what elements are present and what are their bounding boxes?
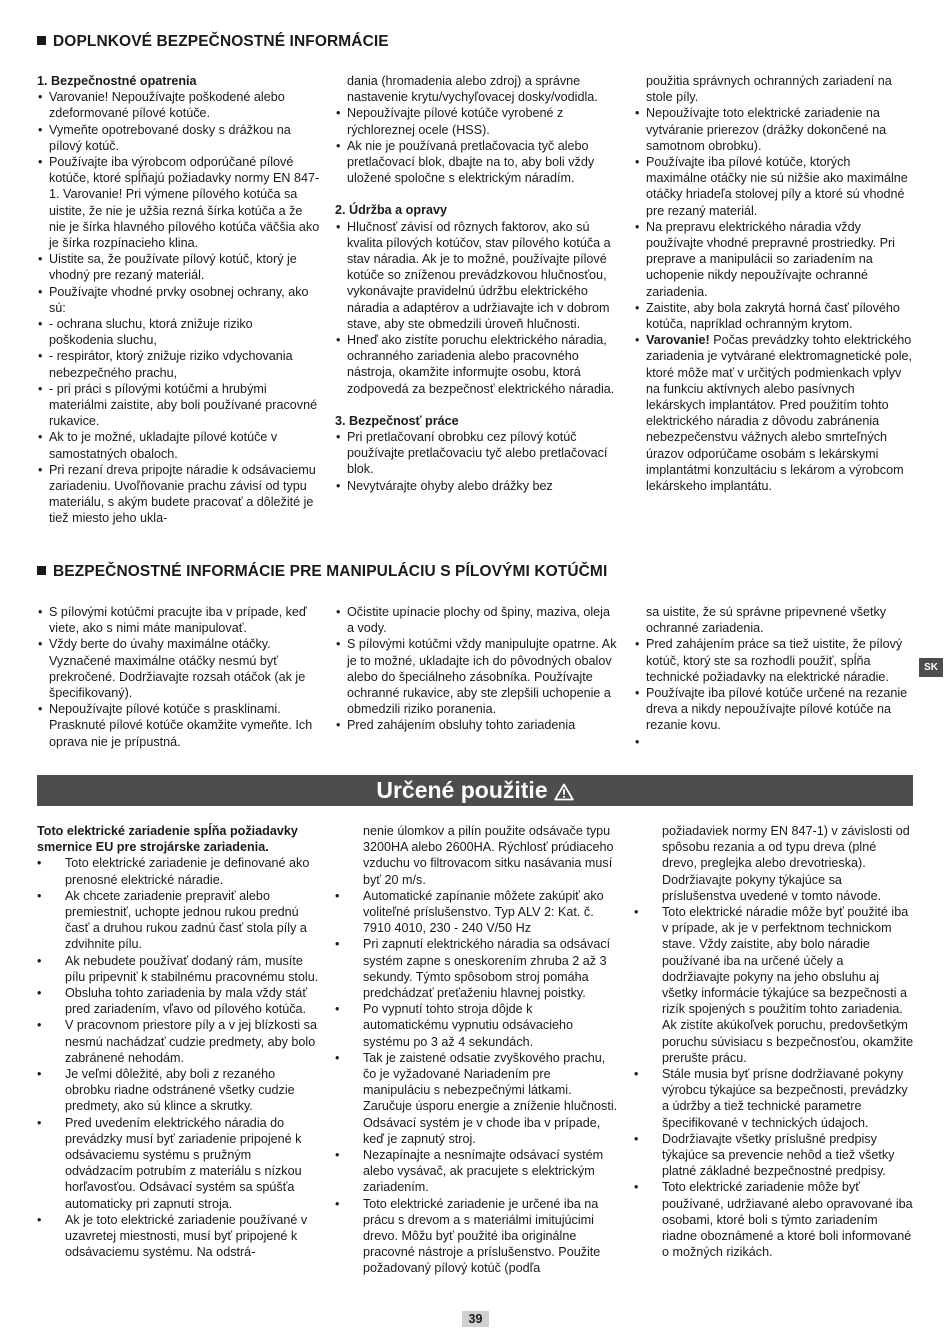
list-item: • Nezapínajte a nesnímajte odsávací systém alebo vysávač, ak pracujete s elektrickým zariadením. (335, 1147, 618, 1196)
list-item: • Nepoužívajte pílové kotúče vyrobené z rýchloreznej ocele (HSS). (335, 105, 618, 137)
list-item: • Toto elektrické náradie môže byť použité iba v prípade, ak je v perfektnom technickom stave. Vždy zaistite, aby bolo náradie používané iba na určené účely a dodržiavajte pokyny na jeho obsluhu aj všetky informácie týkajúce sa bezpečnosti a rizík spojených s použitím tohto zariadenia. Ak zistíte akúkoľvek poruchu, predovšetkým poruchu súvisiacu s bezpečnosťou, okamžite prerušte prácu. (634, 904, 914, 1066)
s3-column-1 (37, 823, 320, 1260)
list-item: • Pri pretlačovaní obrobku cez pílový kotúč používajte pretlačovaciu tyč alebo pretlačovací blok. (335, 429, 618, 478)
continued-text: sa uistite, že sú správne pripevnené všetky ochranné zariadenia. (646, 605, 887, 636)
continued-text: nenie úlomkov a pilín použite odsávače typu 3200HA alebo 2600HA. Rýchlosť prúdiaceho vzduchu vo filtrovacom sitku nasávania musí byť 20 m/s. (363, 824, 614, 887)
list-item: • Používajte iba výrobcom odporúčané pílové kotúče, ktoré spĺňajú požiadavky normy EN 847-1. Varovanie! Pri výmene pílového kotúča sa uistite, že nie je užšia rezná šírka kotúča a že nie je šírka hlavného pílového kotúča väčšia ako je šírka rozpínacieho klina. (37, 154, 320, 251)
s1-column-3 (634, 73, 914, 494)
list-item: • S pílovými kotúčmi vždy manipulujte opatrne. Ak je to možné, ukladajte ich do pôvodných obalov alebo do špeciálneho zásobníka. Používajte ochranné rukavice, aby ste zlepšili uchopenie a obmedzili riziko poranenia. (335, 636, 618, 717)
list-item: • Očistite upínacie plochy od špiny, maziva, oleja a vody. (335, 604, 618, 636)
continued-text: použitia správnych ochranných zariadení na stole píly. (646, 74, 892, 105)
list-item: • Ak to je možné, ukladajte pílové kotúče v samostatných obaloch. (37, 429, 320, 461)
s1-column-2 (335, 73, 618, 494)
list-item: • Pri zapnutí elektrického náradia sa odsávací systém zapne s oneskorením zhruba 2 až 3 sekundy. Týmto spôsobom stroj pomáha predchádzať preťaženiu hlavnej poistky. (335, 936, 618, 1001)
list-item: • Vždy berte do úvahy maximálne otáčky. Vyznačené maximálne otáčky nesmú byť prekročené. Dodržiavajte rozsah otáčok (ak je špecifikovaný). (37, 636, 320, 701)
list-item: • Nevytvárajte ohyby alebo drážky bez (335, 478, 618, 494)
section-title-additional-safety: DOPLNKOVÉ BEZPEČNOSTNÉ INFORMÁCIE (37, 33, 389, 51)
list-item: • Nepoužívajte pílové kotúče s prasklinami. Prasknuté pílové kotúče okamžite vymeňte. Ich oprava nie je prípustná. (37, 701, 320, 750)
list-item: • Ak nie je používaná pretlačovacia tyč alebo pretlačovací blok, dbajte na to, aby boli vždy uložené spoločne s elektrickým náradím. (335, 138, 618, 187)
list-item: • Toto elektrické zariadenie môže byť používané, udržiavané alebo opravované iba osobami, ktoré boli s týmto zariadením riadne oboznámené a ktoré boli informované o možných rizikách. (634, 1179, 914, 1260)
banner-title: Určené použitie (376, 777, 548, 803)
list-item: • Pred uvedením elektrického náradia do prevádzky musí byť zariadenie pripojené k odsávaciemu systému s pružným odvádzacím potrubím z materiálu s nízkou horľavosťou. Odsávací systém sa spúšťa automaticky pri zapnutí stroja. (37, 1115, 320, 1212)
list-item: • - ochrana sluchu, ktorá znižuje riziko poškodenia sluchu, (37, 316, 320, 348)
list-item: • Ak je toto elektrické zariadenie používané v uzavretej miestnosti, musí byť pripojené k odsávaciemu systému. Na odstrá- (37, 1212, 320, 1261)
language-tab: SK (919, 658, 943, 677)
list-item: • Pred zahájením práce sa tiež uistite, že pílový kotúč, ktorý ste sa rozhodli použiť, spĺňa technické požiadavky na elektrické náradie. (634, 636, 914, 685)
list-item: • Obsluha tohto zariadenia by mala vždy stáť pred zariadením, vľavo od pílového kotúča. (37, 985, 320, 1017)
square-bullet-icon (37, 36, 46, 45)
list-item: • Varovanie! Nepoužívajte poškodené alebo zdeformované pílové kotúče. (37, 89, 320, 121)
warning-text: Počas prevádzky tohto elektrického zariadenia je vytvárané elektromagnetické pole, ktoré môže mať v určitých podmienkach vplyv na funkciu aktívnych alebo pasívnych lekárskych implantátov. Pred použitím tohto elektrického náradia z dôvodu zabránenia nebezpečenstvu vážnych alebo smrteľných úrazov odporúčame osobám s lekárskymi implantátmi konzultáciu s lekárom a výrobcom lekárskeho implantátu. (646, 333, 913, 494)
list-item: • V pracovnom priestore píly a v jej blízkosti sa nesmú nachádzať cudzie predmety, aby bolo zabránené nehodám. (37, 1017, 320, 1066)
intended-use-banner (37, 775, 913, 806)
list-item: • Vymeňte opotrebované dosky s drážkou na pílový kotúč. (37, 122, 320, 154)
list-item: • Uistite sa, že používate pílový kotúč, ktorý je vhodný pre rezaný materiál. (37, 251, 320, 283)
list-item: • Nepoužívajte toto elektrické zariadenie na vytváranie prierezov (drážky dokončené na samotnom obrobku). (634, 105, 914, 154)
warning-list-item (634, 332, 914, 494)
continued-text: požiadaviek normy EN 847-1) v závislosti od spôsobu rezania a od typu dreva (plné drevo, preglejka alebo drevotrieska). Dodržiavajte pokyny týkajúce sa príslušenstva uvedené v tomto návode. (662, 824, 910, 903)
s1-column-1 (37, 73, 320, 527)
section-title-blade-handling: BEZPEČNOSTNÉ INFORMÁCIE PRE MANIPULÁCIU S PÍLOVÝMI KOTÚČMI (37, 563, 607, 581)
list-item: • Pri rezaní dreva pripojte náradie k odsávaciemu zariadeniu. Uvoľňovanie prachu závisí od typu materiálu, s akým budete pracovať a dôležité je tiež miesto jeho ukla- (37, 462, 320, 527)
list-item: • Ak nebudete používať dodaný rám, musíte pílu pripevniť k stabilnému pracovnému stolu. (37, 953, 320, 985)
warning-label: Varovanie! (646, 333, 710, 348)
list-item: • Dodržiavajte všetky príslušné predpisy týkajúce sa prevencie nehôd a tiež všetky platné základné bezpečnostné predpisy. (634, 1131, 914, 1180)
heading-work-safety: 3. Bezpečnosť práce (335, 413, 459, 428)
s3-column-2 (335, 823, 618, 1277)
list-item: • Stále musia byť prísne dodržiavané pokyny výrobcu týkajúce sa bezpečnosti, prevádzky a údržby a tiež technické parametre špecifikované v technických údajoch. (634, 1066, 914, 1131)
heading-maintenance: 2. Údržba a opravy (335, 203, 447, 218)
list-item: • Používajte vhodné prvky osobnej ochrany, ako sú: (37, 284, 320, 316)
list-item (634, 734, 914, 750)
list-item: • Pred zahájením obsluhy tohto zariadenia (335, 717, 618, 733)
page-number: 39 (462, 1311, 489, 1327)
square-bullet-icon (37, 566, 46, 575)
s3-column-3 (634, 823, 914, 1260)
list-item: • Hneď ako zistíte poruchu elektrického náradia, ochranného zariadenia alebo pracovného nástroja, okamžite informujte osobu, ktorá zodpovedá za bezpečnosť elektrického náradia. (335, 332, 618, 397)
warning-triangle-icon (554, 783, 574, 801)
s2-column-2 (335, 604, 618, 734)
list-item: • Zaistite, aby bola zakrytá horná časť pílového kotúča, napríklad ochranným krytom. (634, 300, 914, 332)
list-item: • Toto elektrické zariadenie je definované ako prenosné elektrické náradie. (37, 855, 320, 887)
list-item: • Hlučnosť závisí od rôznych faktorov, ako sú kvalita pílových kotúčov, stav pílového kotúča a stav náradia. Ak je to možné, používajte pílové kotúče so zníženou prevádzkovou hlučnosťou, vykonávajte pravidelnú údržbu elektrického náradia a adaptérov a udržiavajte ich v dobrom stave, aby ste obmedzili úroveň hlučnosti. (335, 219, 618, 332)
list-item: • Ak chcete zariadenie prepraviť alebo premiestniť, uchopte jednou rukou prednú časť a druhou rukou zadnú časť stola píly a zdvihnite pílu. (37, 888, 320, 953)
list-item: • Toto elektrické zariadenie je určené iba na prácu s drevom a s materiálmi imitujúcimi drevo. Môžu byť použité iba originálne pracovné nástroje a príslušenstvo. Použite požadovaný pílový kotúč (podľa (335, 1196, 618, 1277)
list-item: • - respirátor, ktorý znižuje riziko vdychovania nebezpečného prachu, (37, 348, 320, 380)
list-item: • Automatické zapínanie môžete zakúpiť ako voliteľné príslušenstvo. Typ ALV 2: Kat. č. 7910 4010, 230 - 240 V/50 Hz (335, 888, 618, 937)
list-item: • Používajte iba pílové kotúče, ktorých maximálne otáčky nie sú nižšie ako maximálne otáčky hriadeľa stolovej píly a ktoré sú vhodné pre rezaný materiál. (634, 154, 914, 219)
list-item: • Tak je zaistené odsatie zvyškového prachu, čo je vyžadované Nariadením pre manipuláciu s nebezpečnými látkami. Zaručuje úsporu energie a zníženie hlučnosti. Odsávací systém je v chode iba v prípade, keď je zapnutý stroj. (335, 1050, 618, 1147)
intro-statement: Toto elektrické zariadenie spĺňa požiadavky smernice EU pre strojárske zariadenia. (37, 824, 298, 855)
s2-column-3 (634, 604, 914, 750)
s2-column-1 (37, 604, 320, 750)
list-item: • S pílovými kotúčmi pracujte iba v prípade, keď viete, ako s nimi máte manipulovať. (37, 604, 320, 636)
continued-text: dania (hromadenia alebo zdroj) a správne nastavenie krytu/vychyľovacej dosky/vodidla. (347, 74, 598, 105)
list-item: • Na prepravu elektrického náradia vždy používajte vhodné prepravné prostriedky. Pri preprave a manipulácii so zariadením na uchopenie nikdy nepoužívajte ochranné zariadenia. (634, 219, 914, 300)
list-item: • Používajte iba pílové kotúče určené na rezanie dreva a nikdy nepoužívajte pílové kotúče na rezanie kovu. (634, 685, 914, 734)
list-item: • - pri práci s pílovými kotúčmi a hrubými materiálmi zaistite, aby boli používané pracovné rukavice. (37, 381, 320, 430)
list-item: • Po vypnutí tohto stroja dôjde k automatickému vypnutiu odsávacieho systému po 3 až 4 sekundách. (335, 1001, 618, 1050)
list-item: • Je veľmi dôležité, aby boli z rezaného obrobku riadne odstránené všetky cudzie predmety, ako sú klince a skrutky. (37, 1066, 320, 1115)
heading-safety-measures: 1. Bezpečnostné opatrenia (37, 74, 197, 88)
